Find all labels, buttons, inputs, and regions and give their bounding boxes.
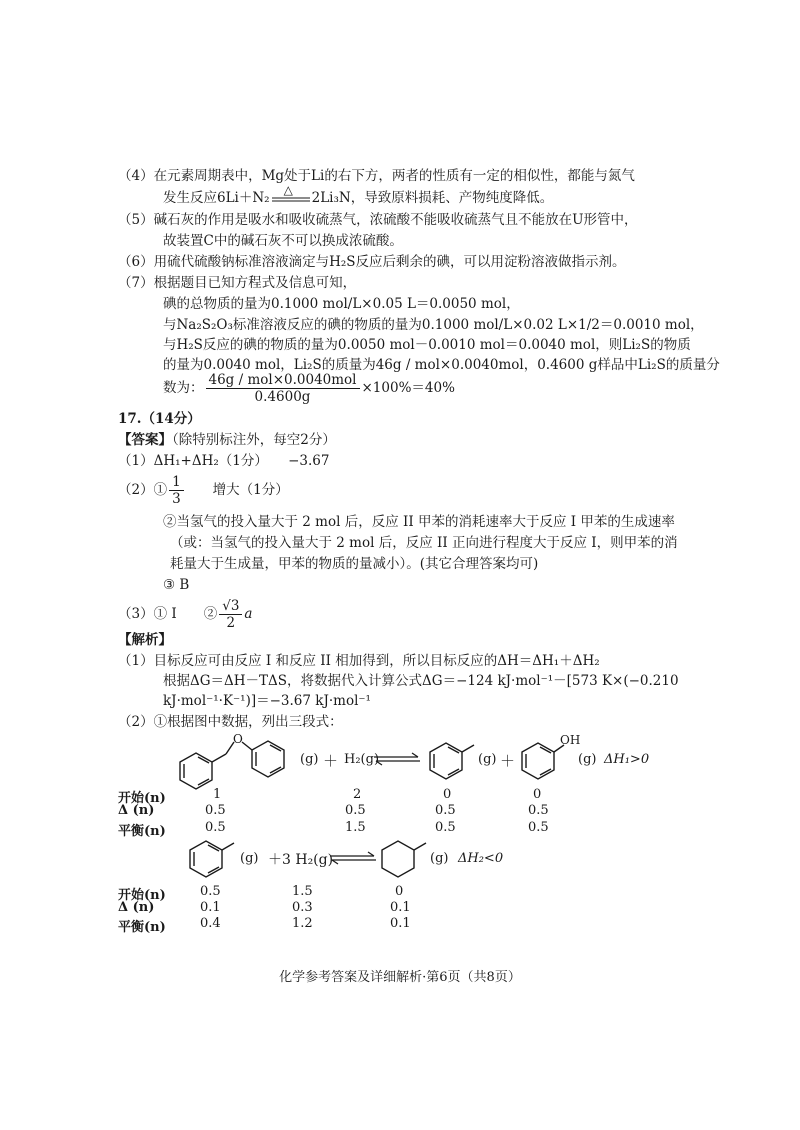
q17-answer-3-pre: （3）① I ②	[118, 606, 218, 622]
r1-row3-label: 平衡(n)	[118, 824, 166, 839]
r2-row3-c3: 0.1	[390, 916, 411, 931]
r1-row3-c3: 0.5	[435, 820, 456, 835]
item7-line6-pre: 数为：	[163, 380, 204, 396]
hydroxyl-label: OH	[560, 733, 581, 747]
item7-line4: 与H₂S反应的碘的物质的量为0.0050 mol－0.0010 mol＝0.0040 mol，则Li₂S的物质	[163, 337, 691, 353]
q17-answer-2-2-line3: 耗量大于生成量，甲苯的物质的量减小）。(其它合理答案均可)	[170, 556, 539, 572]
reaction1-h2: H₂(g)	[344, 752, 380, 767]
reaction1-enthalpy: ΔH₁>0	[604, 752, 650, 767]
q17-answer-3	[118, 598, 252, 631]
answer-label: 【答案】	[118, 432, 172, 448]
heat-symbol: △	[283, 183, 293, 197]
r1-row3-c4: 0.5	[528, 820, 549, 835]
item4-line2	[163, 183, 554, 207]
reaction1-plus2: ＋	[500, 752, 516, 770]
q17-header: 17.（14分）	[118, 411, 201, 427]
r1-row1-c3: 0	[443, 787, 452, 802]
item4-line1: （4）在元素周期表中，Mg处于Li的右下方，两者的性质有一定的相似性，都能与氮气	[118, 168, 635, 184]
r2-row3-label: 平衡(n)	[118, 920, 166, 935]
analysis-2-line1: （2）①根据图中数据，列出三段式：	[118, 714, 343, 730]
reaction1-plus1: ＋	[323, 752, 339, 770]
page-footer: 化学参考答案及详细解析·第6页（共8页）	[279, 970, 521, 985]
q17-answer-2-2-line1: ②当氢气的投入量大于 2 mol 后，反应 II 甲苯的消耗速率大于反应 I 甲苯的生成速率	[163, 514, 675, 530]
r2-row2-c2: 0.3	[292, 900, 313, 915]
equilibrium-arrow-icon	[372, 752, 422, 766]
mass-fraction	[206, 372, 360, 405]
benzyl-phenyl-ether-structure	[160, 726, 300, 792]
r1-row3-c2: 1.5	[345, 820, 366, 835]
answer-2-fraction-numerator: 1	[169, 474, 184, 491]
analysis-1-line1: （1）目标反应可由反应 I 和反应 II 相加得到，所以目标反应的ΔH＝ΔH₁＋ΔH₂	[118, 653, 600, 669]
r1-row2-c3: 0.5	[435, 803, 456, 818]
r1-row1-c4: 0	[533, 787, 542, 802]
equals-arrow-icon	[270, 189, 312, 207]
answer-2-fraction	[169, 474, 184, 507]
q17-answer-2-post: 增大（1分）	[185, 482, 289, 498]
reaction2-plus: ＋3 H₂(g)	[268, 852, 334, 868]
analysis-1-line2: 根据ΔG＝ΔH－TΔS，将数据代入计算公式ΔG＝−124 kJ·mol⁻¹－[573 K×(−0.210	[163, 673, 679, 689]
item5-line1: （5）碱石灰的作用是吸水和吸收硫蒸气，浓硫酸不能吸收硫蒸气且不能放在U形管中，	[118, 212, 638, 228]
r2-row2-label: Δ (n)	[118, 900, 155, 915]
r2-row1-c1: 0.5	[200, 884, 221, 899]
analysis-label: 【解析】	[118, 632, 172, 648]
oxygen-atom-label: O	[233, 732, 243, 746]
q17-answer-2-3: ③ B	[163, 577, 190, 593]
r2-row3-c1: 0.4	[200, 916, 221, 931]
q17-answer-2-2-line2: （或：当氢气的投入量大于 2 mol 后，反应 II 正向进行程度大于反应 I，则甲苯的消	[170, 535, 678, 551]
analysis-1-line3: kJ·mol⁻¹·K⁻¹)]＝−3.67 kJ·mol⁻¹	[163, 693, 371, 709]
mass-fraction-denominator: 0.4600g	[254, 389, 311, 405]
item7-line1: （7）根据题目已知方程式及信息可知，	[118, 275, 357, 291]
r2-row2-c3: 0.1	[390, 900, 411, 915]
item6-line1: （6）用硫代硫酸钠标准溶液滴定与H₂S反应后剩余的碘，可以用淀粉溶液做指示剂。	[118, 254, 626, 270]
answer-3-fraction-numerator: √3	[219, 598, 242, 615]
reaction2-g2: (g)	[430, 851, 449, 866]
reaction2-enthalpy: ΔH₂<0	[458, 851, 504, 866]
item7-line5: 的量为0.0040 mol，Li₂S的质量为46g / mol×0.0040mol，0.4600 g样品中Li₂S的质量分	[163, 357, 720, 373]
methylcyclohexane-structure	[372, 832, 432, 884]
r1-row2-label: Δ (n)	[118, 803, 155, 818]
item7-line3: 与Na₂S₂O₃标准溶液反应的碘的物质的量为0.1000 mol/L×0.02 L×1/2＝0.0010 mol，	[163, 317, 704, 333]
r2-row1-c2: 1.5	[292, 884, 313, 899]
toluene-structure	[420, 726, 480, 786]
r1-row3-c1: 0.5	[205, 820, 226, 835]
mass-fraction-numerator: 46g / mol×0.0040mol	[206, 372, 360, 389]
r2-row3-c2: 1.2	[292, 916, 313, 931]
r1-row1-c2: 2	[353, 787, 362, 802]
equilibrium-arrow-icon-2	[328, 851, 378, 865]
item5-line2: 故装置C中的碱石灰不可以换成浓硫酸。	[163, 233, 403, 249]
q17-answer-2	[118, 474, 289, 507]
answer-2-fraction-denominator: 3	[172, 491, 181, 507]
item7-line6	[163, 372, 455, 405]
heat-arrow	[270, 183, 312, 207]
reaction1-g3: (g)	[578, 752, 597, 767]
r1-row1-label: 开始(n)	[118, 791, 166, 806]
r1-row2-c2: 0.5	[345, 803, 366, 818]
reaction1-g2: (g)	[478, 752, 497, 767]
r1-row2-c1: 0.5	[205, 803, 226, 818]
answer-note: （除特别标注外，每空2分）	[172, 432, 336, 448]
q17-answer-1: （1）ΔH₁+ΔH₂（1分） −3.67	[118, 453, 330, 469]
reaction1-g1: (g)	[300, 752, 319, 767]
item7-line6-post: ×100%＝40%	[361, 380, 455, 396]
toluene-structure-2	[180, 832, 240, 884]
answer-3-fraction-denominator: 2	[226, 615, 236, 631]
r1-row1-c1: 1	[213, 787, 222, 802]
answer-3-variable: a	[244, 606, 253, 622]
item4-line2-pre: 发生反应6Li＋N₂	[163, 190, 270, 206]
item4-line2-post: 2Li₃N，导致原料损耗、产物纯度降低。	[311, 190, 554, 206]
q17-answer-line	[118, 431, 336, 449]
answer-3-fraction	[219, 598, 242, 631]
r2-row1-label: 开始(n)	[118, 888, 166, 903]
item7-line2: 碘的总物质的量为0.1000 mol/L×0.05 L＝0.0050 mol，	[163, 296, 520, 312]
r2-row2-c1: 0.1	[200, 900, 221, 915]
r2-row1-c3: 0	[395, 884, 404, 899]
q17-answer-2-pre: （2）①	[118, 482, 168, 498]
r1-row2-c4: 0.5	[528, 803, 549, 818]
reaction2-g1: (g)	[240, 851, 259, 866]
